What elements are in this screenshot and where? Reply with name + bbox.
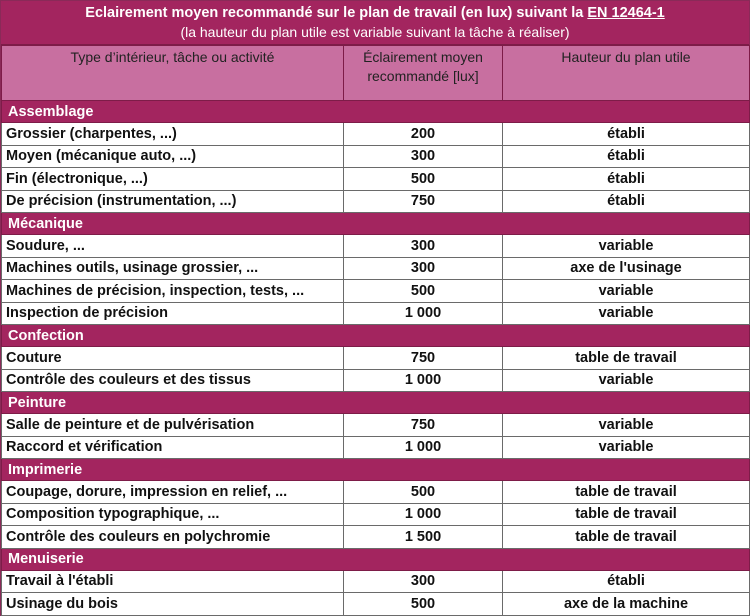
activity-cell: Raccord et vérification — [2, 436, 344, 459]
table-row — [2, 414, 750, 437]
activity-cell: Couture — [2, 347, 344, 370]
title-subtitle: (la hauteur du plan utile est variable suivant la tâche à réaliser) — [180, 24, 570, 40]
section-title: Mécanique — [2, 213, 750, 235]
illuminance-cell: 750 — [344, 347, 503, 370]
table-row — [2, 257, 750, 280]
illuminance-cell: 300 — [344, 570, 503, 593]
section-row — [2, 392, 750, 414]
work-plane-height-cell: établi — [503, 570, 750, 593]
table-row — [2, 436, 750, 459]
section-row — [2, 101, 750, 123]
table-row — [2, 570, 750, 593]
activity-cell: Travail à l'établi — [2, 570, 344, 593]
header-work-plane-height: Hauteur du plan utile — [503, 46, 750, 101]
activity-cell: Composition typographique, ... — [2, 503, 344, 526]
table-row — [2, 526, 750, 549]
table-row — [2, 145, 750, 168]
work-plane-height-cell: table de travail — [503, 526, 750, 549]
table-row — [2, 190, 750, 213]
work-plane-height-cell: établi — [503, 123, 750, 146]
work-plane-height-cell: variable — [503, 280, 750, 303]
work-plane-height-cell: variable — [503, 235, 750, 258]
table-row — [2, 369, 750, 392]
activity-cell: De précision (instrumentation, ...) — [2, 190, 344, 213]
activity-cell: Grossier (charpentes, ...) — [2, 123, 344, 146]
table-row — [2, 123, 750, 146]
illuminance-cell: 300 — [344, 145, 503, 168]
section-row — [2, 459, 750, 481]
section-row — [2, 325, 750, 347]
work-plane-height-cell: variable — [503, 302, 750, 325]
illuminance-cell: 500 — [344, 280, 503, 303]
work-plane-height-cell: établi — [503, 145, 750, 168]
work-plane-height-cell: table de travail — [503, 347, 750, 370]
activity-cell: Salle de peinture et de pulvérisation — [2, 414, 344, 437]
header-illuminance: Éclairement moyen recommandé [lux] — [344, 46, 503, 101]
standard-link[interactable]: EN 12464-1 — [587, 5, 665, 21]
section-title: Imprimerie — [2, 459, 750, 481]
activity-cell: Fin (électronique, ...) — [2, 168, 344, 191]
title-text: Eclairement moyen recommandé sur le plan de travail (en lux) suivant la — [85, 5, 588, 21]
illuminance-cell: 1 000 — [344, 302, 503, 325]
header-row — [2, 46, 750, 101]
activity-cell: Machines outils, usinage grossier, ... — [2, 257, 344, 280]
work-plane-height-cell: table de travail — [503, 481, 750, 504]
section-title: Peinture — [2, 392, 750, 414]
section-title: Confection — [2, 325, 750, 347]
table-row — [2, 280, 750, 303]
table-row — [2, 168, 750, 191]
title-line-1 — [1, 3, 749, 23]
section-title: Menuiserie — [2, 548, 750, 570]
work-plane-height-cell: variable — [503, 436, 750, 459]
illuminance-cell: 1 000 — [344, 436, 503, 459]
table-row — [2, 302, 750, 325]
illuminance-cell: 500 — [344, 593, 503, 616]
activity-cell: Contrôle des couleurs et des tissus — [2, 369, 344, 392]
work-plane-height-cell: variable — [503, 414, 750, 437]
illuminance-cell: 750 — [344, 190, 503, 213]
work-plane-height-cell: établi — [503, 190, 750, 213]
section-row — [2, 213, 750, 235]
illuminance-cell: 1 000 — [344, 503, 503, 526]
table-row — [2, 503, 750, 526]
illuminance-cell: 1 500 — [344, 526, 503, 549]
activity-cell: Inspection de précision — [2, 302, 344, 325]
illuminance-cell: 1 000 — [344, 369, 503, 392]
table-row — [2, 235, 750, 258]
table-body — [2, 101, 750, 616]
illuminance-cell: 300 — [344, 257, 503, 280]
work-plane-height-cell: établi — [503, 168, 750, 191]
section-row — [2, 548, 750, 570]
table-row — [2, 593, 750, 616]
work-plane-height-cell: table de travail — [503, 503, 750, 526]
work-plane-height-cell: axe de l'usinage — [503, 257, 750, 280]
table-row — [2, 347, 750, 370]
illuminance-cell: 200 — [344, 123, 503, 146]
table-row — [2, 481, 750, 504]
activity-cell: Machines de précision, inspection, tests, ... — [2, 280, 344, 303]
header-activity: Type d’intérieur, tâche ou activité — [2, 46, 344, 101]
activity-cell: Coupage, dorure, impression en relief, ... — [2, 481, 344, 504]
illuminance-cell: 500 — [344, 168, 503, 191]
section-title: Assemblage — [2, 101, 750, 123]
activity-cell: Usinage du bois — [2, 593, 344, 616]
illuminance-cell: 750 — [344, 414, 503, 437]
work-plane-height-cell: axe de la machine — [503, 593, 750, 616]
illuminance-table — [1, 45, 750, 616]
work-plane-height-cell: variable — [503, 369, 750, 392]
illuminance-cell: 300 — [344, 235, 503, 258]
table-title — [1, 1, 749, 45]
activity-cell: Moyen (mécanique auto, ...) — [2, 145, 344, 168]
activity-cell: Soudure, ... — [2, 235, 344, 258]
illuminance-cell: 500 — [344, 481, 503, 504]
activity-cell: Contrôle des couleurs en polychromie — [2, 526, 344, 549]
